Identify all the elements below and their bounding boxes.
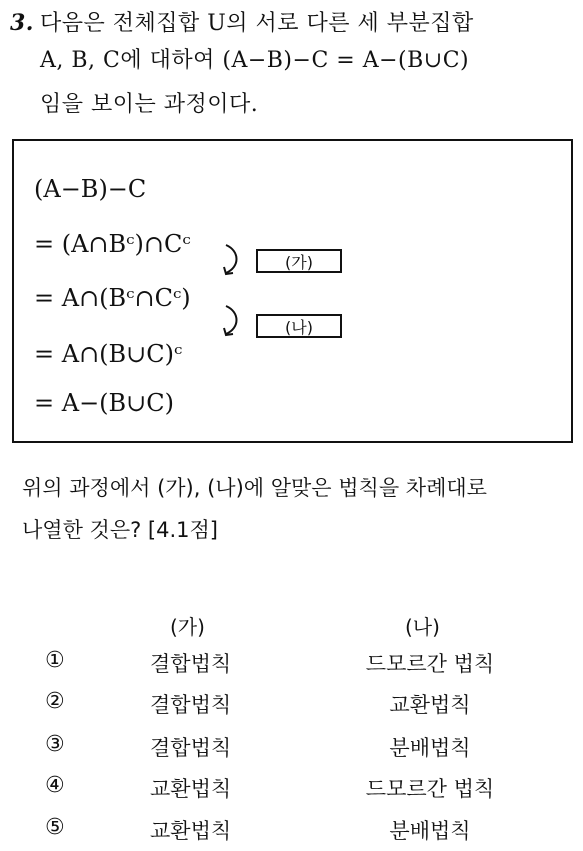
choice-b: 분배법칙	[389, 819, 471, 843]
answer-choice-2[interactable]	[0, 689, 583, 719]
answer-header-a: (가)	[170, 615, 205, 639]
answer-choice-3[interactable]	[0, 732, 583, 762]
proof-line-3: = A∩(Bᶜ∩Cᶜ)	[34, 284, 191, 312]
prompt-line-2: 나열한 것은? [4.1점]	[22, 518, 218, 542]
choice-number: ⑤	[45, 815, 65, 840]
question-line3-text: 임을 보이는 과정이다.	[40, 92, 259, 117]
question-line-3	[40, 94, 258, 116]
choice-a: 교환법칙	[150, 819, 232, 843]
question-line-2	[40, 50, 469, 72]
question-line-1	[10, 12, 474, 35]
choice-a: 결합법칙	[150, 652, 232, 676]
curve-arrow-icon	[222, 304, 240, 338]
choice-b: 드모르간 법칙	[365, 777, 495, 801]
proof-line-1: (A−B)−C	[34, 175, 147, 203]
choice-number: ②	[45, 689, 65, 714]
curve-arrow-icon	[222, 243, 240, 277]
question-line2-text: A, B, C에 대하여 (A−B)−C = A−(B∪C)	[40, 48, 470, 73]
proof-box	[12, 139, 573, 443]
proof-line-5: = A−(B∪C)	[34, 389, 175, 417]
answer-choice-5[interactable]	[0, 815, 583, 845]
question-number: 3.	[10, 10, 34, 36]
choice-a: 결합법칙	[150, 736, 232, 760]
proof-line-2: = (A∩Bᶜ)∩Cᶜ	[34, 230, 191, 258]
question-line1-text: 다음은 전체집합 U의 서로 다른 세 부분집합	[39, 11, 474, 36]
choice-number: ③	[45, 732, 65, 757]
choice-b: 분배법칙	[389, 736, 471, 760]
rule-box-a: (가)	[256, 249, 342, 273]
choice-number: ①	[45, 648, 65, 673]
answer-header-b: (나)	[405, 615, 440, 639]
prompt-line-1: 위의 과정에서 (가), (나)에 알맞은 법칙을 차례대로	[22, 476, 487, 500]
answer-choice-4[interactable]	[0, 773, 583, 803]
proof-line-4: = A∩(B∪C)ᶜ	[34, 340, 183, 368]
choice-a: 결합법칙	[150, 693, 232, 717]
choice-a: 교환법칙	[150, 777, 232, 801]
rule-box-b: (나)	[256, 314, 342, 338]
answer-choice-1[interactable]	[0, 648, 583, 678]
choice-b: 드모르간 법칙	[365, 652, 495, 676]
choice-number: ④	[45, 773, 65, 798]
choice-b: 교환법칙	[389, 693, 471, 717]
